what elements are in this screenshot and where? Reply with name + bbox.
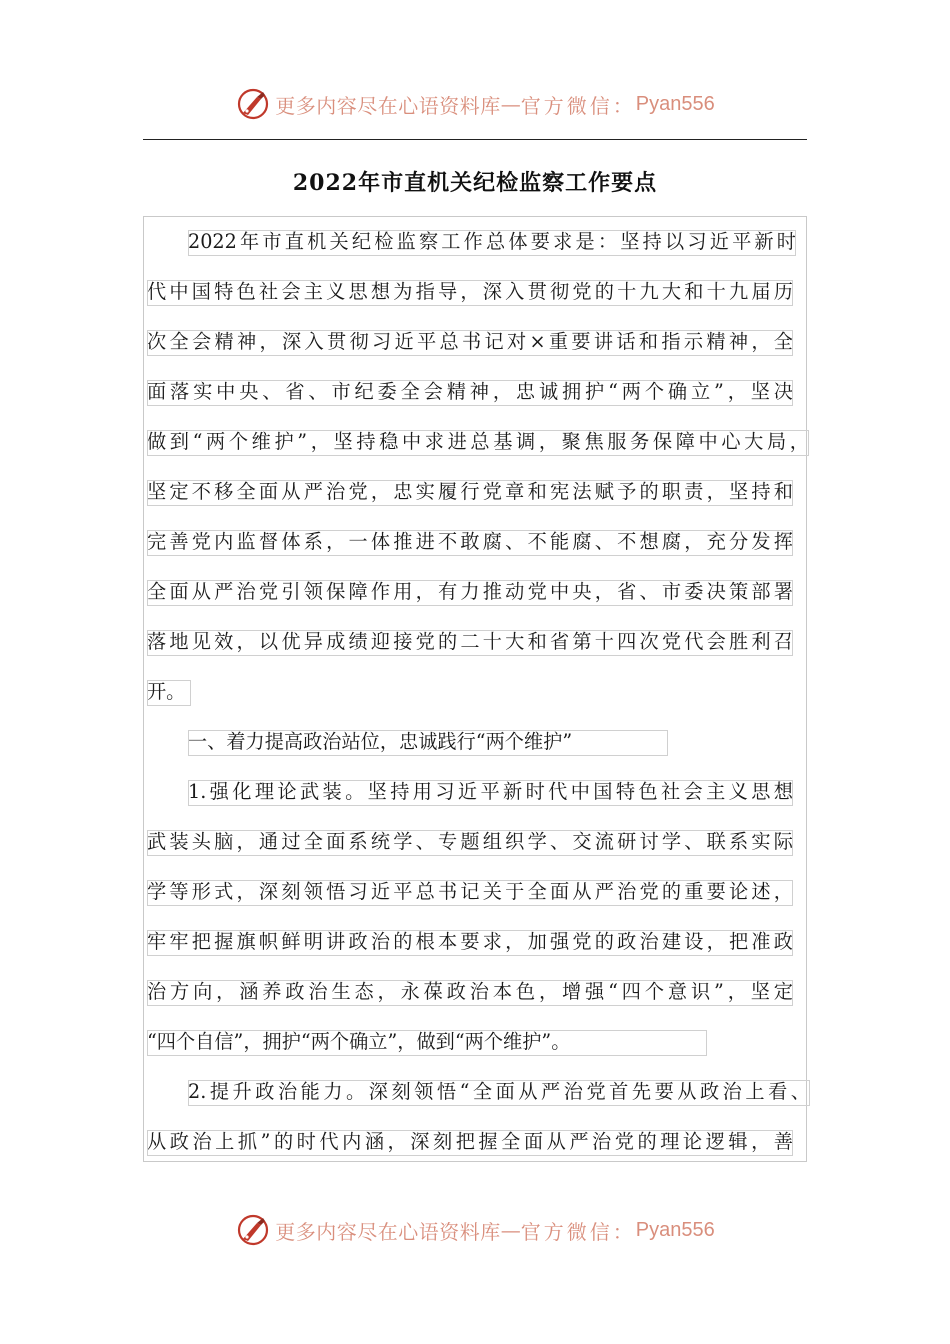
line-box [147, 480, 793, 506]
body-line: 做到“两个维护”，坚持稳中求进总基调，聚焦服务保障中心大局， [147, 420, 809, 464]
line-box [188, 780, 793, 806]
page-title: 2022年市直机关纪检监察工作要点 [292, 170, 658, 196]
line-box [147, 930, 793, 956]
banner-contact-id: Pyan556 [635, 1218, 715, 1241]
line-box [147, 330, 793, 356]
body-line: 完善党内监督体系，一体推进不敢腐、不能腐、不想腐，充分发挥 [147, 520, 793, 564]
body-line: 面落实中央、省、市纪委全会精神，忠诚拥护“两个确立”，坚决 [147, 370, 793, 414]
body-line: 2022年市直机关纪检监察工作总体要求是：坚持以习近平新时 [188, 220, 796, 264]
line-box [147, 580, 793, 606]
body-line: 治方向，涵养政治生态，永葆政治本色，增强“四个意识”，坚定 [147, 970, 793, 1014]
banner-contact-label: 官方微信： [520, 93, 636, 118]
body-line: 2.提升政治能力。深刻领悟“全面从严治党首先要从政治上看、 [188, 1070, 810, 1114]
line-box [188, 1080, 810, 1106]
body-line: 开。 [147, 670, 191, 714]
body-line: 学等形式，深刻领悟习近平总书记关于全面从严治党的重要论述， [147, 870, 793, 914]
line-box [188, 730, 668, 756]
header-banner [0, 82, 950, 126]
body-line: 代中国特色社会主义思想为指导，深入贯彻党的十九大和十九届历 [147, 270, 793, 314]
banner-separator: — [500, 1218, 521, 1242]
line-box [147, 630, 793, 656]
body-line: 牢牢把握旗帜鲜明讲政治的根本要求，加强党的政治建设，把准政 [147, 920, 793, 964]
line-box [147, 530, 793, 556]
line-box [147, 980, 793, 1006]
line-box [147, 830, 793, 856]
banner-contact-id: Pyan556 [635, 92, 715, 115]
pen-nib-icon [235, 1212, 271, 1248]
line-box [147, 880, 793, 906]
line-box [147, 1030, 707, 1056]
header-divider [143, 139, 807, 140]
banner-main-text: 更多内容尽在心语资料库 [275, 1219, 501, 1244]
body-line: “四个自信”，拥护“两个确立”，做到“两个维护”。 [147, 1020, 707, 1064]
body-line: 次全会精神，深入贯彻习近平总书记对×重要讲话和指示精神，全 [147, 320, 793, 364]
banner-main-text: 更多内容尽在心语资料库 [275, 93, 501, 118]
body-line: 全面从严治党引领保障作用，有力推动党中央，省、市委决策部署 [147, 570, 793, 614]
line-box [147, 680, 191, 706]
body-line: 1.强化理论武装。坚持用习近平新时代中国特色社会主义思想 [188, 770, 793, 814]
body-line: 坚定不移全面从严治党，忠实履行党章和宪法赋予的职责，坚持和 [147, 470, 793, 514]
line-box [188, 230, 796, 256]
banner-separator: — [500, 92, 521, 116]
banner-contact-label: 官方微信： [520, 1219, 636, 1244]
body-line: 武装头脑，通过全面系统学、专题组织学、交流研讨学、联系实际 [147, 820, 793, 864]
section-heading: 一、着力提高政治站位，忠诚践行“两个维护” [188, 720, 668, 764]
line-box [147, 380, 793, 406]
line-box [147, 430, 809, 456]
body-line: 从政治上抓”的时代内涵，深刻把握全面从严治党的理论逻辑，善 [147, 1120, 793, 1164]
line-box [147, 280, 793, 306]
line-box [147, 1130, 793, 1156]
body-line: 落地见效，以优异成绩迎接党的二十大和省第十四次党代会胜利召 [147, 620, 793, 664]
pen-nib-icon [235, 86, 271, 122]
footer-banner [0, 1208, 950, 1252]
